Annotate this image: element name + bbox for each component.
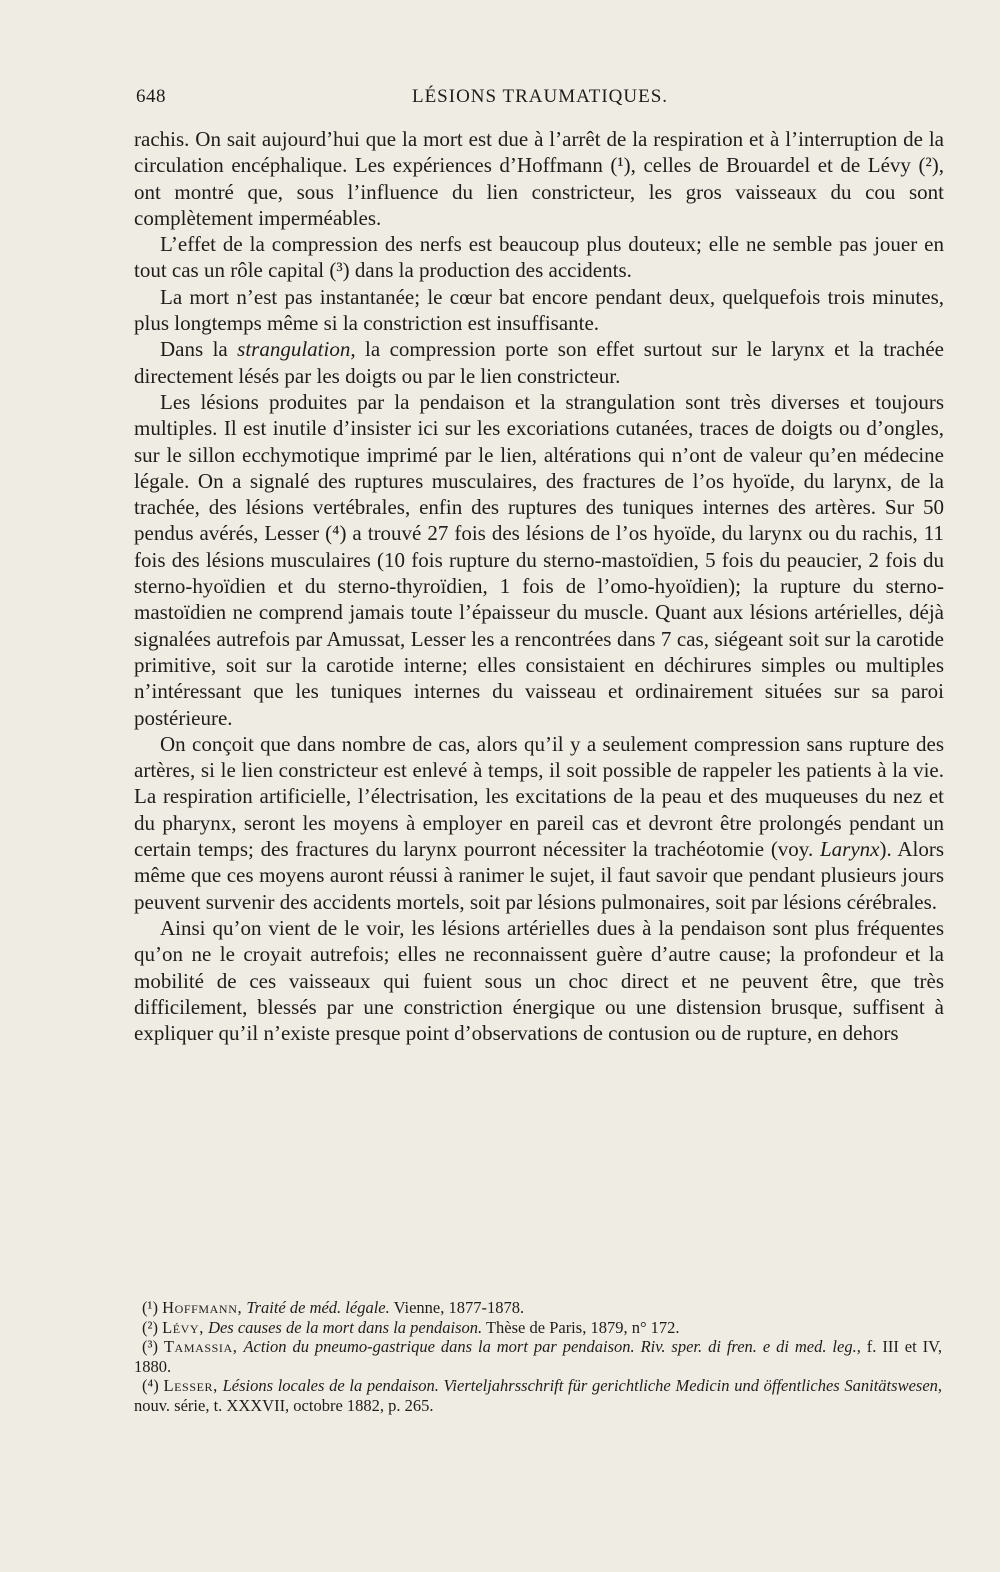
footnote-rest: Thèse de Paris, 1879, n° 172. (482, 1317, 680, 1337)
footnote-author: Lévy, (162, 1317, 204, 1337)
paragraph-1: rachis. On sait aujourd’hui que la mort est due à l’arrêt de la respiration et à l’interruption de la circulation encéphalique. Les expériences d’Hoffmann (¹), celles de Brouardel et de Lévy (²), ont montré que, sous l’influence du lien constricteur, les gros vaisseaux du cou sont complètement imperméables. (134, 127, 944, 230)
footnote-title: Des causes de la mort dans la pendaison. (208, 1317, 483, 1337)
footnote-rest: f. III et IV, 1880. (134, 1337, 942, 1376)
footnote-4 (134, 1376, 942, 1415)
paragraph-5: Les lésions produites par la pendaison et la strangulation sont très diverses et toujours multiples. Il est inutile d’insister ici sur les excoriations cutanées, traces de doigts ou d’ongles, sur le sillon ecchymotique imprimé par le lien, altérations qui n’ont de valeur qu’en médecine légale. On a signalé des ruptures musculaires, des fractures de l’os hyoïde, du larynx, de la trachée, des lésions vertébrales, enfin des ruptures des tuniques internes des artères. Sur 50 pendus avérés, Lesser (⁴) a trouvé 27 fois des lésions de l’os hyoïde, du larynx ou du rachis, 11 fois des lésions musculaires (10 fois rupture du sterno-mastoïdien, 5 fois du peaucier, 2 fois du sterno-hyoïdien et du sterno-thyroïdien, 1 fois de l’omo-hyoïdien); la rupture du sterno-mastoïdien ne comprend jamais toute l’épaisseur du muscle. Quant aux lésions artérielles, déjà signalées autrefois par Amussat, Lesser les a rencontrées dans 7 cas, siégeant soit sur la carotide primitive, soit sur la carotide interne; elles consistaient en déchirures simples ou multiples n’intéressant que les tuniques internes du vaisseau et ordinairement situées sur sa paroi postérieure. (134, 389, 944, 730)
paragraph-4-start: Dans la (160, 337, 238, 362)
footnote-title: Action du pneumo-gastrique dans la mort par pendaison. Riv. sper. di fren. e di med. leg., (243, 1337, 861, 1356)
footnote-marker: (¹) (142, 1298, 158, 1317)
paragraph-4 (134, 336, 944, 389)
footnote-title: Traité de méd. légale. (246, 1298, 390, 1317)
footnote-author: Lesser, (163, 1376, 218, 1395)
paragraph-7: Ainsi qu’on vient de le voir, les lésions artérielles dues à la pendaison sont plus fréquentes qu’on ne le croyait autrefois; elles ne reconnaissent guère d’autre cause; la profondeur et la mobilité de ces vaisseaux qui fuient sous un choc direct et ne peuvent être, que très difficilement, blessés par une constriction énergique ou une distension brusque, suffisent à expliquer qu’il n’existe presque point d’observations de contusion ou de rupture, en dehors (134, 915, 944, 1046)
footnote-2 (134, 1318, 942, 1338)
footnote-title: Lésions locales de la pendaison. Vierteljahrsschrift für gerichtliche Medicin und öffentliches Sanitätswesen, (222, 1376, 943, 1395)
footnote-3 (134, 1337, 942, 1376)
paragraph-6 (134, 731, 944, 915)
paragraph-4-end: la compression porte son effet surtout sur le larynx et la trachée directement lésés par les doigts ou par le lien constricteur. (134, 337, 944, 388)
footnote-marker: (³) (142, 1337, 158, 1356)
paragraph-6-start: On conçoit que dans nombre de cas, alors qu’il y a seulement compression sans rupture des artères, si le lien constricteur est enlevé à temps, il soit possible de rappeler les patients à la vie. La respiration artificielle, l’électrisation, les excitations de la peau et des muqueuses du nez et du pharynx, seront les moyens à employer en pareil cas et devront être prolongés pendant un certain temps; des fractures du larynx pourront nécessiter la trachéotomie (voy. (134, 731, 944, 862)
footnote-rest: Vienne, 1877-1878. (389, 1298, 525, 1317)
footnote-1 (134, 1298, 942, 1318)
footnote-marker: (⁴) (142, 1376, 159, 1395)
paragraph-2: L’effet de la compression des nerfs est beaucoup plus douteux; elle ne semble pas jouer en tout cas un rôle capital (³) dans la production des accidents. (134, 232, 944, 283)
running-title: LÉSIONS TRAUMATIQUES. (411, 86, 669, 107)
page-number: 648 (136, 86, 166, 107)
footnote-marker: (²) (142, 1317, 158, 1337)
footnote-author: Hoffmann, (162, 1298, 243, 1317)
term-strangulation: strangulation, (237, 337, 356, 362)
paragraph-6-end: ). Alors même que ces moyens auront réussi à ranimer le sujet, il faut savoir que pendant plusieurs jours peuvent survenir des accidents mortels, soit par lésions pulmonaires, soit par lésions cérébrales. (134, 837, 944, 914)
footnote-rest: nouv. série, t. XXXVII, octobre 1882, p. 265. (134, 1395, 434, 1415)
paragraph-3: La mort n’est pas instantanée; le cœur bat encore pendant deux, quelquefois trois minutes, plus longtemps même si la constriction est insuffisante. (134, 284, 944, 336)
term-larynx: Larynx (819, 837, 880, 862)
main-text (134, 126, 944, 1046)
footnotes (134, 1298, 942, 1415)
footnote-author: Tamassia, (163, 1337, 238, 1356)
